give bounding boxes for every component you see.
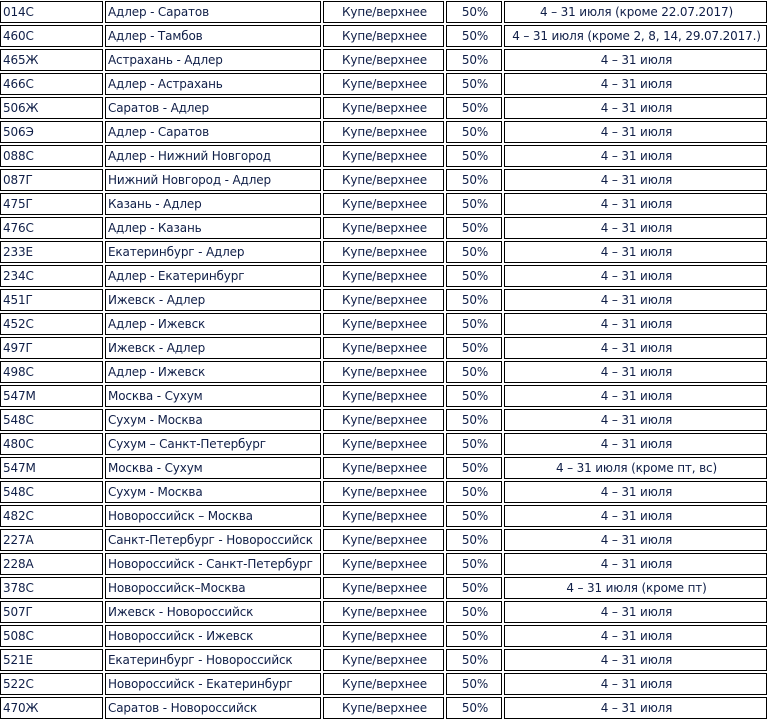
discount-cell: 50% (446, 481, 502, 503)
train-number-cell: 475Г (0, 193, 103, 215)
period-cell: 4 – 31 июля (504, 673, 767, 695)
train-number-cell: 470Ж (0, 697, 103, 719)
table-row (0, 73, 767, 95)
table-row (0, 577, 767, 599)
route-cell: Ижевск - Адлер (105, 289, 321, 311)
route-cell: Казань - Адлер (105, 193, 321, 215)
train-number-cell: 014С (0, 1, 103, 23)
route-cell: Адлер - Саратов (105, 121, 321, 143)
seat-class-cell: Купе/верхнее (323, 337, 444, 359)
table-row (0, 289, 767, 311)
train-number-cell: 476С (0, 217, 103, 239)
discount-cell: 50% (446, 457, 502, 479)
discount-cell: 50% (446, 505, 502, 527)
table-row (0, 265, 767, 287)
table-row (0, 625, 767, 647)
period-cell: 4 – 31 июля (504, 409, 767, 431)
discount-cell: 50% (446, 25, 502, 47)
period-cell: 4 – 31 июля (504, 169, 767, 191)
seat-class-cell: Купе/верхнее (323, 193, 444, 215)
discount-cell: 50% (446, 577, 502, 599)
table-row (0, 217, 767, 239)
period-cell: 4 – 31 июля (504, 649, 767, 671)
route-cell: Москва - Сухум (105, 385, 321, 407)
route-cell: Адлер - Нижний Новгород (105, 145, 321, 167)
route-cell: Сухум – Санкт-Петербург (105, 433, 321, 455)
table-row (0, 241, 767, 263)
train-number-cell: 088С (0, 145, 103, 167)
discount-cell: 50% (446, 121, 502, 143)
period-cell: 4 – 31 июля (504, 601, 767, 623)
train-number-cell: 227А (0, 529, 103, 551)
route-cell: Саратов - Адлер (105, 97, 321, 119)
train-number-cell: 228А (0, 553, 103, 575)
route-cell: Адлер - Саратов (105, 1, 321, 23)
table-row (0, 25, 767, 47)
discount-cell: 50% (446, 193, 502, 215)
seat-class-cell: Купе/верхнее (323, 385, 444, 407)
discount-cell: 50% (446, 97, 502, 119)
table-row (0, 505, 767, 527)
period-cell: 4 – 31 июля (504, 313, 767, 335)
train-number-cell: 234С (0, 265, 103, 287)
route-cell: Адлер - Ижевск (105, 361, 321, 383)
train-number-cell: 508С (0, 625, 103, 647)
period-cell: 4 – 31 июля (504, 241, 767, 263)
period-cell: 4 – 31 июля (кроме 22.07.2017) (504, 1, 767, 23)
train-number-cell: 466С (0, 73, 103, 95)
discount-cell: 50% (446, 217, 502, 239)
period-cell: 4 – 31 июля (504, 481, 767, 503)
discount-cell: 50% (446, 145, 502, 167)
route-cell: Адлер - Ижевск (105, 313, 321, 335)
period-cell: 4 – 31 июля (504, 73, 767, 95)
table-row (0, 409, 767, 431)
route-cell: Адлер - Тамбов (105, 25, 321, 47)
route-cell: Новороссийск - Санкт-Петербург (105, 553, 321, 575)
discount-cell: 50% (446, 385, 502, 407)
discount-cell: 50% (446, 697, 502, 719)
period-cell: 4 – 31 июля (504, 385, 767, 407)
train-number-cell: 522С (0, 673, 103, 695)
period-cell: 4 – 31 июля (504, 697, 767, 719)
table-row (0, 457, 767, 479)
train-number-cell: 233Е (0, 241, 103, 263)
route-cell: Москва - Сухум (105, 457, 321, 479)
seat-class-cell: Купе/верхнее (323, 697, 444, 719)
route-cell: Ижевск - Новороссийск (105, 601, 321, 623)
discount-cell: 50% (446, 289, 502, 311)
train-number-cell: 521Е (0, 649, 103, 671)
seat-class-cell: Купе/верхнее (323, 1, 444, 23)
train-number-cell: 507Г (0, 601, 103, 623)
table-row (0, 169, 767, 191)
discount-cell: 50% (446, 529, 502, 551)
seat-class-cell: Купе/верхнее (323, 313, 444, 335)
train-number-cell: 451Г (0, 289, 103, 311)
period-cell: 4 – 31 июля (504, 193, 767, 215)
train-number-cell: 547М (0, 385, 103, 407)
period-cell: 4 – 31 июля (504, 49, 767, 71)
period-cell: 4 – 31 июля (504, 625, 767, 647)
train-number-cell: 465Ж (0, 49, 103, 71)
seat-class-cell: Купе/верхнее (323, 241, 444, 263)
table-row (0, 313, 767, 335)
seat-class-cell: Купе/верхнее (323, 433, 444, 455)
period-cell: 4 – 31 июля (504, 217, 767, 239)
table-row (0, 49, 767, 71)
seat-class-cell: Купе/верхнее (323, 457, 444, 479)
route-cell: Новороссийск - Екатеринбург (105, 673, 321, 695)
train-number-cell: 547М (0, 457, 103, 479)
discount-cell: 50% (446, 265, 502, 287)
table-row (0, 193, 767, 215)
seat-class-cell: Купе/верхнее (323, 577, 444, 599)
route-cell: Нижний Новгород - Адлер (105, 169, 321, 191)
seat-class-cell: Купе/верхнее (323, 145, 444, 167)
route-cell: Новороссийск–Москва (105, 577, 321, 599)
table-row (0, 481, 767, 503)
period-cell: 4 – 31 июля (504, 145, 767, 167)
seat-class-cell: Купе/верхнее (323, 49, 444, 71)
train-number-cell: 480С (0, 433, 103, 455)
seat-class-cell: Купе/верхнее (323, 409, 444, 431)
route-cell: Астрахань - Адлер (105, 49, 321, 71)
discount-cell: 50% (446, 169, 502, 191)
table-row (0, 337, 767, 359)
train-number-cell: 498С (0, 361, 103, 383)
table-row (0, 553, 767, 575)
train-number-cell: 378С (0, 577, 103, 599)
route-cell: Ижевск - Адлер (105, 337, 321, 359)
discount-cell: 50% (446, 361, 502, 383)
seat-class-cell: Купе/верхнее (323, 73, 444, 95)
seat-class-cell: Купе/верхнее (323, 601, 444, 623)
discount-cell: 50% (446, 241, 502, 263)
route-cell: Саратов - Новороссийск (105, 697, 321, 719)
period-cell: 4 – 31 июля (504, 265, 767, 287)
seat-class-cell: Купе/верхнее (323, 673, 444, 695)
discount-cell: 50% (446, 625, 502, 647)
table-row (0, 649, 767, 671)
train-number-cell: 548С (0, 409, 103, 431)
route-cell: Сухум - Москва (105, 481, 321, 503)
period-cell: 4 – 31 июля (504, 97, 767, 119)
discount-cell: 50% (446, 649, 502, 671)
discount-cell: 50% (446, 601, 502, 623)
seat-class-cell: Купе/верхнее (323, 553, 444, 575)
period-cell: 4 – 31 июля (504, 553, 767, 575)
route-cell: Новороссийск - Ижевск (105, 625, 321, 647)
seat-class-cell: Купе/верхнее (323, 529, 444, 551)
discount-cell: 50% (446, 433, 502, 455)
train-number-cell: 482С (0, 505, 103, 527)
seat-class-cell: Купе/верхнее (323, 25, 444, 47)
table-row (0, 601, 767, 623)
seat-class-cell: Купе/верхнее (323, 265, 444, 287)
period-cell: 4 – 31 июля (504, 121, 767, 143)
seat-class-cell: Купе/верхнее (323, 505, 444, 527)
seat-class-cell: Купе/верхнее (323, 169, 444, 191)
train-number-cell: 452С (0, 313, 103, 335)
train-number-cell: 548С (0, 481, 103, 503)
route-cell: Санкт-Петербург - Новороссийск (105, 529, 321, 551)
period-cell: 4 – 31 июля (кроме пт) (504, 577, 767, 599)
discount-cell: 50% (446, 337, 502, 359)
table-row (0, 433, 767, 455)
discount-cell: 50% (446, 313, 502, 335)
period-cell: 4 – 31 июля (504, 505, 767, 527)
train-number-cell: 087Г (0, 169, 103, 191)
route-cell: Адлер - Казань (105, 217, 321, 239)
table-row (0, 529, 767, 551)
table-row (0, 121, 767, 143)
period-cell: 4 – 31 июля (504, 529, 767, 551)
table-row (0, 385, 767, 407)
period-cell: 4 – 31 июля (504, 361, 767, 383)
table-row (0, 697, 767, 719)
period-cell: 4 – 31 июля (504, 337, 767, 359)
schedule-body (0, 1, 767, 719)
discount-cell: 50% (446, 673, 502, 695)
seat-class-cell: Купе/верхнее (323, 97, 444, 119)
seat-class-cell: Купе/верхнее (323, 121, 444, 143)
period-cell: 4 – 31 июля (кроме 2, 8, 14, 29.07.2017.) (504, 25, 767, 47)
seat-class-cell: Купе/верхнее (323, 289, 444, 311)
route-cell: Екатеринбург - Новороссийск (105, 649, 321, 671)
route-cell: Екатеринбург - Адлер (105, 241, 321, 263)
route-cell: Адлер - Екатеринбург (105, 265, 321, 287)
route-cell: Сухум - Москва (105, 409, 321, 431)
seat-class-cell: Купе/верхнее (323, 625, 444, 647)
train-number-cell: 506Э (0, 121, 103, 143)
discount-cell: 50% (446, 409, 502, 431)
table-row (0, 1, 767, 23)
train-number-cell: 497Г (0, 337, 103, 359)
period-cell: 4 – 31 июля (504, 289, 767, 311)
seat-class-cell: Купе/верхнее (323, 361, 444, 383)
route-cell: Адлер - Астрахань (105, 73, 321, 95)
train-number-cell: 506Ж (0, 97, 103, 119)
period-cell: 4 – 31 июля (кроме пт, вс) (504, 457, 767, 479)
seat-class-cell: Купе/верхнее (323, 481, 444, 503)
discount-cell: 50% (446, 1, 502, 23)
seat-class-cell: Купе/верхнее (323, 649, 444, 671)
route-cell: Новороссийск – Москва (105, 505, 321, 527)
table-row (0, 361, 767, 383)
discount-cell: 50% (446, 553, 502, 575)
discount-cell: 50% (446, 49, 502, 71)
train-number-cell: 460С (0, 25, 103, 47)
period-cell: 4 – 31 июля (504, 433, 767, 455)
seat-class-cell: Купе/верхнее (323, 217, 444, 239)
table-row (0, 673, 767, 695)
table-row (0, 145, 767, 167)
table-row (0, 97, 767, 119)
discount-cell: 50% (446, 73, 502, 95)
